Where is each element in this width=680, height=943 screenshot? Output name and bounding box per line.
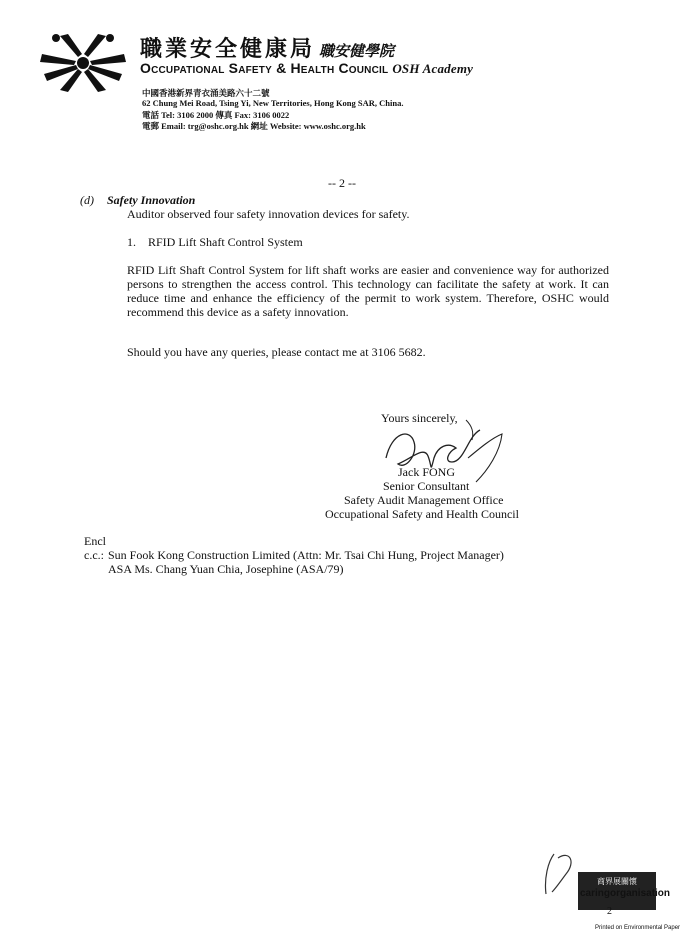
address-en: 62 Chung Mei Road, Tsing Yi, New Territories, Hong Kong SAR, China. [142,98,404,108]
org-name-zh [140,32,394,63]
seal-text: 商界展關懷 [597,877,637,886]
org-name-en [140,60,473,77]
section-title: Safety Innovation [107,193,196,207]
item-paragraph: RFID Lift Shaft Control System for lift shaft works are easier and convenience way for authorized persons to strengthen the access control. This technology can facilitate the safety at work. It can reduce time and enhance the efficiency of the permit to work system. Therefore, OSHC would recommend this device as a safety innovation. [127,263,609,319]
phone-fax-line: 電話 Tel: 3106 2000 傳真 Fax: 3106 0022 [142,110,290,120]
email-website-line: 電郵 Email: trg@oshc.org.hk 網址 Website: www.oshc.org.hk [142,121,366,131]
academy-name-en: OSH Academy [392,61,474,76]
cc-recipient-2: ASA Ms. Chang Yuan Chia, Josephine (ASA/79) [108,562,344,576]
section-intro: Auditor observed four safety innovation devices for safety. [127,207,410,221]
org-name-en-text: Occupational Safety & Health Council [140,60,389,76]
oshc-logo [38,32,128,94]
signatory-organisation: Occupational Safety and Health Council [325,507,519,521]
signatory-title: Senior Consultant [383,479,470,493]
sheet-number: 2 [607,906,612,917]
section-letter: (d) [80,193,94,207]
item-title: RFID Lift Shaft Control System [148,235,303,249]
address-zh: 中國香港新界青衣涌美路六十二號 [142,88,270,98]
contact-line: Should you have any queries, please contact me at 3106 5682. [127,345,426,359]
caring-organisation-label: caringorganisation [580,888,671,899]
page-number: -- 2 -- [328,176,356,190]
org-name-zh-text: 職業安全健康局 [140,36,316,61]
signatory-office: Safety Audit Management Office [344,493,504,507]
salutation: Yours sincerely, [381,411,458,425]
environmental-paper-note: Printed on Environmental Paper [595,925,680,931]
cc-recipient-1: Sun Fook Kong Construction Limited (Attn: Mr. Tsai Chi Hung, Project Manager) [108,548,504,562]
academy-name-zh: 職安健學院 [319,44,395,60]
enclosure-label: Encl [84,534,106,548]
item-number: 1. [127,235,136,249]
cc-label: c.c.: [84,548,104,562]
signatory-name: Jack FONG [398,465,455,479]
